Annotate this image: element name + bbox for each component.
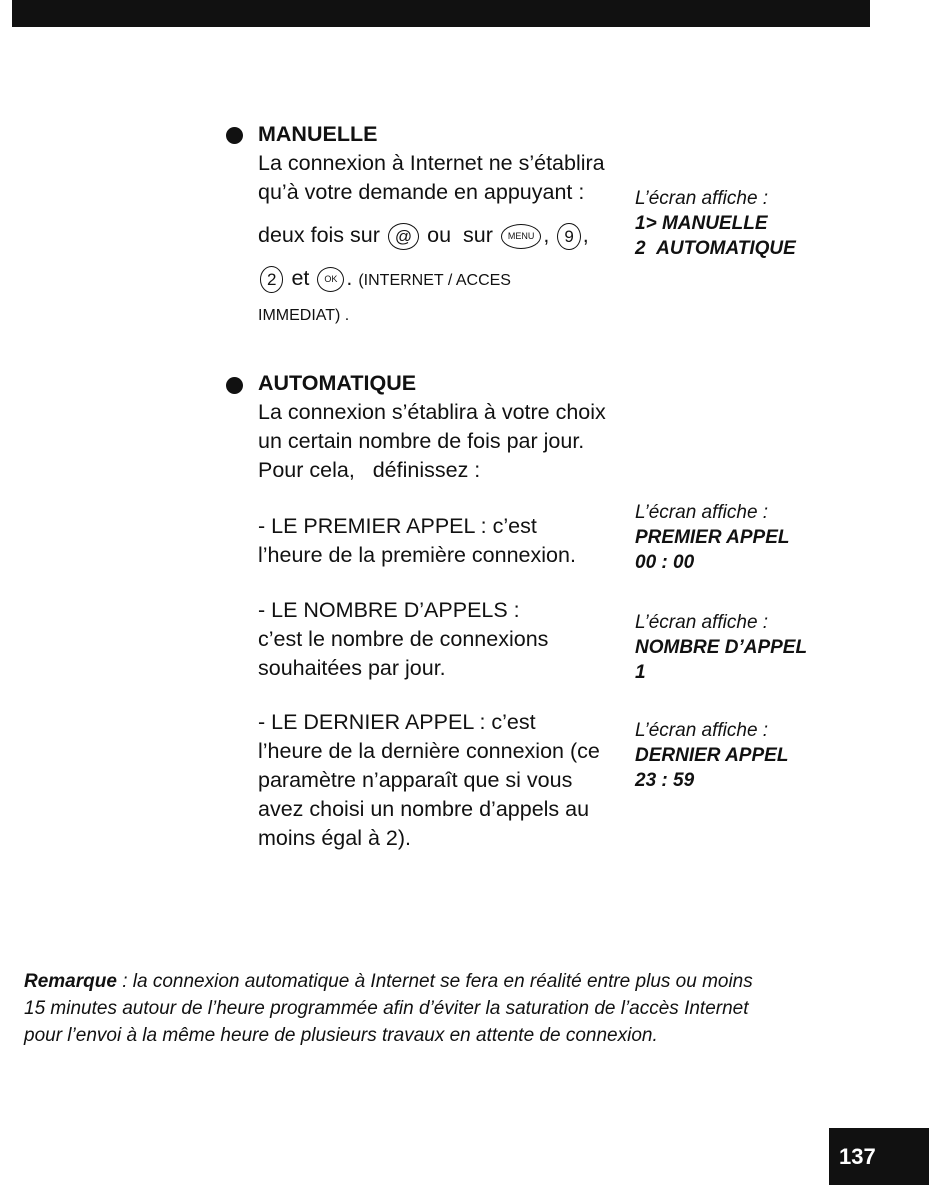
item-premier-appel xyxy=(258,512,638,570)
dernier-text-1: - LE DERNIER APPEL : c’est xyxy=(258,710,536,734)
menu-path-text-2: IMMEDIAT) . xyxy=(258,307,350,324)
dernier-text-2: l’heure de la dernière connexion (ce xyxy=(258,739,600,763)
remarque-note xyxy=(24,968,854,1049)
screen-line-1: NOMBRE D’APPEL xyxy=(635,637,808,658)
screen-caption: L’écran affiche : xyxy=(635,720,769,741)
item-dernier-appel xyxy=(258,708,638,853)
section-automatique xyxy=(258,369,638,485)
screen-caption: L’écran affiche : xyxy=(635,502,769,523)
automatique-text-2: un certain nombre de fois par jour. xyxy=(258,429,585,453)
item-nombre-appels xyxy=(258,596,638,683)
top-header-bar xyxy=(12,0,870,27)
menu-key-icon: MENU xyxy=(501,224,542,249)
note-text-1: : la connexion automatique à Internet se fera en réalité entre plus ou moins xyxy=(116,971,753,992)
note-line-1 xyxy=(24,968,854,995)
automatique-text-1: La connexion s’établira à votre choix xyxy=(258,400,606,424)
note-line-2: 15 minutes autour de l’heure programmée afin d’éviter la saturation de l’accès Internet xyxy=(24,998,749,1019)
dernier-text-4: avez choisi un nombre d’appels au xyxy=(258,797,590,821)
at-key-icon: @ xyxy=(388,223,419,250)
manuelle-key-sequence-2: 2 et OK . (INTERNET / ACCES xyxy=(258,264,638,295)
automatique-text-3: Pour cela, définissez : xyxy=(258,458,481,482)
bullet-automatique xyxy=(226,377,243,394)
screen-display-manuelle xyxy=(635,186,935,261)
dernier-text-5: moins égal à 2). xyxy=(258,826,411,850)
menu-path-text: (INTERNET / ACCES xyxy=(358,272,511,289)
section-manuelle xyxy=(258,120,638,330)
screen-line-2: 23 : 59 xyxy=(635,770,695,791)
screen-line-2: 2 AUTOMATIQUE xyxy=(635,238,796,259)
text-et: et xyxy=(291,266,310,290)
nombre-text-3: souhaitées par jour. xyxy=(258,656,446,680)
note-line-3: pour l’envoi à la même heure de plusieurs travaux en attente de connexion. xyxy=(24,1025,658,1046)
nombre-text-1: - LE NOMBRE D’APPELS : xyxy=(258,598,520,622)
dernier-text-3: paramètre n’apparaît que si vous xyxy=(258,768,573,792)
screen-caption: L’écran affiche : xyxy=(635,188,769,209)
bullet-manuelle xyxy=(226,127,243,144)
screen-line-1: DERNIER APPEL xyxy=(635,745,789,766)
manuelle-text-2: qu’à votre demande en appuyant : xyxy=(258,180,585,204)
screen-display-premier xyxy=(635,500,935,575)
ok-key-icon: OK xyxy=(317,267,344,292)
page-number: 137 xyxy=(829,1128,929,1185)
section-title-automatique: AUTOMATIQUE xyxy=(258,371,417,395)
note-label: Remarque xyxy=(24,971,117,992)
screen-line-2: 1 xyxy=(635,662,646,683)
nombre-text-2: c’est le nombre de connexions xyxy=(258,627,549,651)
section-title-manuelle: MANUELLE xyxy=(258,122,378,146)
premier-text-1: - LE PREMIER APPEL : c’est xyxy=(258,514,537,538)
text-deux-fois: deux fois sur xyxy=(258,223,380,247)
key-9-icon: 9 xyxy=(557,223,580,250)
manuelle-text-1: La connexion à Internet ne s’établira xyxy=(258,151,605,175)
screen-caption: L’écran affiche : xyxy=(635,612,769,633)
screen-line-2: 00 : 00 xyxy=(635,552,695,573)
screen-display-dernier xyxy=(635,718,935,793)
manuelle-key-sequence-1: deux fois sur @ ou sur MENU , 9 , xyxy=(258,221,638,250)
text-ou: ou xyxy=(427,223,452,247)
screen-display-nombre xyxy=(635,610,935,685)
key-2-icon: 2 xyxy=(260,266,283,293)
screen-line-1: 1> MANUELLE xyxy=(635,213,768,234)
premier-text-2: l’heure de la première connexion. xyxy=(258,543,576,567)
screen-line-1: PREMIER APPEL xyxy=(635,527,790,548)
text-sur: sur xyxy=(463,223,493,247)
